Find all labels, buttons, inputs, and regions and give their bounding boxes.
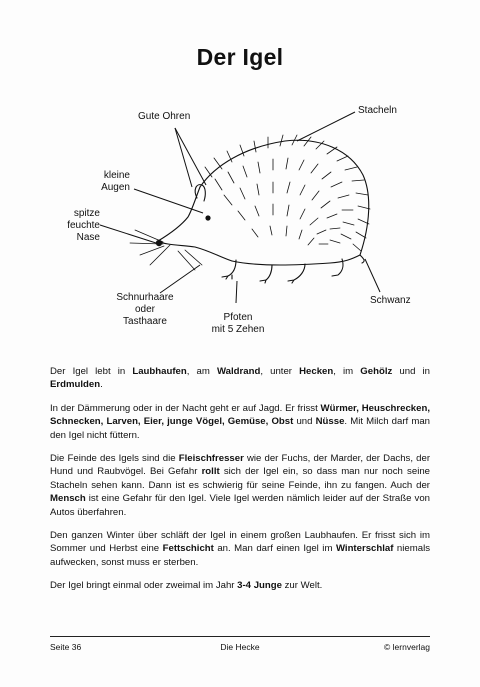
hedgehog-eye	[205, 215, 210, 220]
label-pfoten	[198, 312, 278, 336]
label-kleine-augen-line-2: Augen	[101, 182, 130, 193]
hedgehog-tail	[360, 255, 364, 263]
label-spitze-nase-line-2: feuchte	[67, 220, 100, 231]
paragraph	[50, 452, 430, 519]
bold-term: Fleischfresser	[178, 453, 244, 465]
footer-publisher: © lernverlag	[384, 642, 430, 652]
bold-term: Laubhaufen	[132, 366, 187, 377]
hedgehog-front-paw	[222, 260, 236, 279]
text-body	[50, 365, 430, 603]
label-stacheln: Stacheln	[358, 105, 397, 116]
bold-term: Fettschicht	[162, 543, 214, 555]
text-run: und	[293, 416, 316, 428]
text-run: , unter	[260, 366, 300, 377]
footer-page-number: Seite 36	[50, 642, 82, 652]
label-kleine-augen	[80, 170, 130, 194]
label-pfoten-line-2: mit 5 Zehen	[211, 324, 265, 335]
bold-term: Erdmulden	[50, 379, 101, 391]
label-spitze-nase	[50, 208, 100, 244]
hedgehog-nose	[156, 240, 162, 246]
text-run: In der Dämmerung oder in der Nacht geht er auf Jagd. Er frisst	[50, 402, 321, 414]
label-schnurhaare-line-3: Tasthaare	[123, 316, 167, 327]
text-run: .	[100, 379, 103, 391]
label-pfoten-line-1: Pfoten	[223, 312, 253, 323]
label-kleine-augen-line-1: kleine	[103, 170, 130, 181]
text-run: wie der Fuchs, der Marder, der Dachs, der Hund und Raubvögel. Bei Gefahr	[50, 453, 431, 478]
hedgehog-spines	[205, 135, 370, 251]
label-gute-ohren: Gute Ohren	[138, 111, 191, 122]
hedgehog-belly	[232, 255, 360, 265]
bold-term: Würmer, Heuschrecken, Schnecken, Larven, Eier, junge Vögel, Gemüse, Obst	[50, 402, 430, 428]
text-run: , im	[333, 366, 361, 377]
text-run: und in	[392, 366, 430, 377]
text-run: zur Welt.	[281, 580, 323, 592]
text-run: . Mit Milch darf man den Igel nicht füttern.	[50, 416, 430, 441]
hedgehog-middle-paw	[260, 265, 272, 283]
text-run: an. Man darf einen Igel im	[213, 543, 336, 555]
text-run: Der Igel bringt einmal oder zweimal im Jahr	[50, 580, 238, 592]
paragraph	[50, 402, 430, 442]
paragraph	[50, 579, 430, 592]
text-run: Die Feinde des Igels sind die	[50, 453, 179, 465]
paragraph	[50, 365, 430, 392]
label-spitze-nase-line-3: Nase	[76, 232, 100, 243]
text-run: , am	[186, 366, 217, 377]
bold-term: Winterschlaf	[335, 543, 394, 555]
label-schwanz: Schwanz	[370, 295, 411, 306]
bold-term: Waldrand	[216, 366, 261, 377]
hedgehog-face	[158, 187, 232, 261]
text-run: sich der Igel ein, so dass man nur noch seine Stacheln sehen kann. Dann ist es schwierig für seine Feinde, ihn zu fangen. Auch der	[50, 466, 430, 491]
hedgehog-illustration	[0, 95, 480, 355]
label-schnurhaare	[105, 292, 185, 328]
bold-term: rollt	[201, 466, 220, 478]
label-spitze-nase-line-1: spitze	[73, 208, 100, 219]
footer-chapter: Die Hecke	[220, 642, 260, 652]
paragraph	[50, 529, 430, 569]
hedgehog-spine-outline	[200, 140, 369, 255]
text-run: Der Igel lebt in	[50, 366, 133, 377]
bold-term: Gehölz	[360, 366, 393, 377]
page-title: Der Igel	[196, 44, 284, 70]
bold-term: 3-4 Junge	[237, 580, 282, 592]
footer-divider	[50, 636, 430, 637]
bold-term: Nüsse	[315, 416, 345, 428]
hedgehog-back-paw	[288, 264, 305, 283]
text-run: niemals aufwecken, sonst muss er sterben.	[50, 543, 430, 568]
text-run: ist eine Gefahr für den Igel. Viele Igel werden nämlich leider auf der Straße von Autos überfahren.	[50, 493, 430, 518]
label-schnurhaare-line-1: Schnurhaare	[116, 292, 174, 303]
text-run: Den ganzen Winter über schläft der Igel in einem großen Laubhaufen. Er frisst sich im Sommer und Herbst eine	[50, 530, 430, 555]
label-schnurhaare-line-2: oder	[134, 304, 155, 315]
bold-term: Hecken	[299, 366, 334, 377]
bold-term: Mensch	[50, 493, 86, 505]
